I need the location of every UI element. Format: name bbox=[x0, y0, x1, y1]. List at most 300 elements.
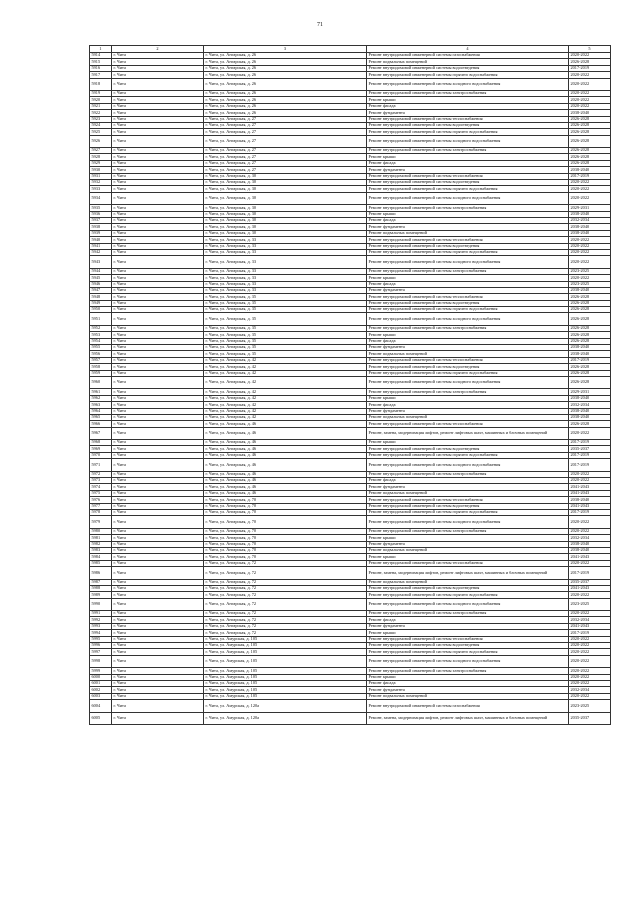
row-number-cell: 5914 bbox=[90, 53, 112, 59]
row-number-cell: 5963 bbox=[90, 402, 112, 408]
header-cell: 2 bbox=[112, 46, 204, 53]
settlement-cell: г. Чита bbox=[112, 471, 204, 477]
row-number-cell: 5946 bbox=[90, 281, 112, 287]
address-cell: г. Чита, ул. Ангарская, д. 35 bbox=[204, 300, 367, 306]
header-cell: 1 bbox=[90, 46, 112, 53]
work-type-cell: Ремонт фасада bbox=[367, 617, 569, 623]
address-cell: г. Чита, ул. Ангарская, д. 46 bbox=[204, 440, 367, 446]
settlement-cell: г. Чита bbox=[112, 560, 204, 566]
settlement-cell: г. Чита bbox=[112, 636, 204, 642]
work-type-cell: Ремонт крыши bbox=[367, 211, 569, 217]
row-number-cell: 5970 bbox=[90, 452, 112, 458]
row-number-cell: 5955 bbox=[90, 345, 112, 351]
settlement-cell: г. Чита bbox=[112, 490, 204, 496]
address-cell: г. Чита, ул. Ангарская, д. 70 bbox=[204, 497, 367, 503]
work-type-cell: Ремонт внутридомовой инженерной системы теплоснабжения bbox=[367, 116, 569, 122]
work-type-cell: Ремонт внутридомовой инженерной системы электроснабжения bbox=[367, 668, 569, 674]
row-number-cell: 5954 bbox=[90, 338, 112, 344]
settlement-cell: г. Чита bbox=[112, 516, 204, 528]
period-cell: 2026-2028 bbox=[569, 160, 611, 166]
address-cell: г. Чита, ул. Ангарская, д. 26 bbox=[204, 90, 367, 96]
row-number-cell: 5950 bbox=[90, 307, 112, 313]
period-cell: 2020-2022 bbox=[569, 674, 611, 680]
settlement-cell: г. Чита bbox=[112, 78, 204, 90]
table-row bbox=[90, 256, 611, 268]
capital-repair-table bbox=[89, 45, 611, 725]
row-number-cell: 5958 bbox=[90, 364, 112, 370]
row-number-cell: 5941 bbox=[90, 243, 112, 249]
period-cell: 2026-2028 bbox=[569, 370, 611, 376]
work-type-cell: Ремонт, замена, модернизация лифтов, ремонт лифтовых шахт, машинных и блочных помещений bbox=[367, 427, 569, 439]
address-cell: г. Чита, ул. Ангарская, д. 72 bbox=[204, 567, 367, 579]
period-cell: 2038-2040 bbox=[569, 230, 611, 236]
header-cell: 5 bbox=[569, 46, 611, 53]
table-row bbox=[90, 598, 611, 610]
row-number-cell: 5936 bbox=[90, 211, 112, 217]
row-number-cell: 5930 bbox=[90, 167, 112, 173]
period-cell: 2020-2022 bbox=[569, 275, 611, 281]
address-cell: г. Чита, ул. Ангарская, д. 33 bbox=[204, 275, 367, 281]
address-cell: г. Чита, ул. Ангарская, д. 70 bbox=[204, 547, 367, 553]
work-type-cell: Ремонт фасада bbox=[367, 217, 569, 223]
settlement-cell: г. Чита bbox=[112, 110, 204, 116]
settlement-cell: г. Чита bbox=[112, 281, 204, 287]
settlement-cell: г. Чита bbox=[112, 585, 204, 591]
period-cell: 2020-2022 bbox=[569, 192, 611, 204]
address-cell: г. Чита, ул. Амурская, д. 105 bbox=[204, 649, 367, 655]
work-type-cell: Ремонт подвальных помещений bbox=[367, 547, 569, 553]
period-cell: 2026-2028 bbox=[569, 154, 611, 160]
period-cell: 2020-2022 bbox=[569, 427, 611, 439]
row-number-cell: 5977 bbox=[90, 503, 112, 509]
work-type-cell: Ремонт внутридомовой инженерной системы холодного водоснабжения bbox=[367, 655, 569, 667]
settlement-cell: г. Чита bbox=[112, 528, 204, 534]
table-row bbox=[90, 700, 611, 712]
period-cell: 2038-2040 bbox=[569, 395, 611, 401]
address-cell: г. Чита, ул. Ангарская, д. 33 bbox=[204, 243, 367, 249]
settlement-cell: г. Чита bbox=[112, 554, 204, 560]
settlement-cell: г. Чита bbox=[112, 243, 204, 249]
row-number-cell: 5923 bbox=[90, 116, 112, 122]
settlement-cell: г. Чита bbox=[112, 357, 204, 363]
period-cell: 2020-2022 bbox=[569, 180, 611, 186]
address-cell: г. Чита, ул. Ангарская, д. 30 bbox=[204, 205, 367, 211]
row-number-cell: 5976 bbox=[90, 497, 112, 503]
row-number-cell: 5945 bbox=[90, 275, 112, 281]
work-type-cell: Ремонт подвальных помещений bbox=[367, 414, 569, 420]
row-number-cell: 5959 bbox=[90, 370, 112, 376]
row-number-cell: 5967 bbox=[90, 427, 112, 439]
settlement-cell: г. Чита bbox=[112, 623, 204, 629]
table-row bbox=[90, 516, 611, 528]
period-cell: 2035-2037 bbox=[569, 579, 611, 585]
period-cell: 2026-2028 bbox=[569, 313, 611, 325]
settlement-cell: г. Чита bbox=[112, 649, 204, 655]
period-cell: 2026-2028 bbox=[569, 300, 611, 306]
period-cell: 2026-2028 bbox=[569, 332, 611, 338]
address-cell: г. Чита, ул. Амурская, д. 105 bbox=[204, 680, 367, 686]
row-number-cell: 5937 bbox=[90, 217, 112, 223]
row-number-cell: 5921 bbox=[90, 103, 112, 109]
settlement-cell: г. Чита bbox=[112, 90, 204, 96]
settlement-cell: г. Чита bbox=[112, 617, 204, 623]
work-type-cell: Ремонт крыши bbox=[367, 97, 569, 103]
row-number-cell: 5964 bbox=[90, 408, 112, 414]
address-cell: г. Чита, ул. Ангарская, д. 72 bbox=[204, 611, 367, 617]
settlement-cell: г. Чита bbox=[112, 275, 204, 281]
work-type-cell: Ремонт фасада bbox=[367, 402, 569, 408]
row-number-cell: 5982 bbox=[90, 541, 112, 547]
period-cell: 2017-2019 bbox=[569, 567, 611, 579]
address-cell: г. Чита, ул. Ангарская, д. 72 bbox=[204, 579, 367, 585]
address-cell: г. Чита, ул. Ангарская, д. 30 bbox=[204, 186, 367, 192]
address-cell: г. Чита, ул. Амурская, д. 120а bbox=[204, 712, 367, 724]
address-cell: г. Чита, ул. Ангарская, д. 70 bbox=[204, 516, 367, 528]
address-cell: г. Чита, ул. Ангарская, д. 46 bbox=[204, 446, 367, 452]
settlement-cell: г. Чита bbox=[112, 59, 204, 65]
row-number-cell: 5949 bbox=[90, 300, 112, 306]
period-cell: 2026-2028 bbox=[569, 294, 611, 300]
period-cell: 2026-2028 bbox=[569, 364, 611, 370]
settlement-cell: г. Чита bbox=[112, 712, 204, 724]
work-type-cell: Ремонт фундамента bbox=[367, 167, 569, 173]
row-number-cell: 5915 bbox=[90, 59, 112, 65]
settlement-cell: г. Чита bbox=[112, 452, 204, 458]
work-type-cell: Ремонт крыши bbox=[367, 275, 569, 281]
work-type-cell: Ремонт внутридомовой инженерной системы холодного водоснабжения bbox=[367, 598, 569, 610]
address-cell: г. Чита, ул. Ангарская, д. 30 bbox=[204, 180, 367, 186]
work-type-cell: Ремонт фундамента bbox=[367, 687, 569, 693]
settlement-cell: г. Чита bbox=[112, 421, 204, 427]
row-number-cell: 5996 bbox=[90, 643, 112, 649]
row-number-cell: 5961 bbox=[90, 389, 112, 395]
work-type-cell: Ремонт внутридомовой инженерной системы теплоснабжения bbox=[367, 497, 569, 503]
settlement-cell: г. Чита bbox=[112, 249, 204, 255]
work-type-cell: Ремонт внутридомовой инженерной системы газоснабжения bbox=[367, 700, 569, 712]
period-cell: 2038-2040 bbox=[569, 211, 611, 217]
work-type-cell: Ремонт внутридомовой инженерной системы горячего водоснабжения bbox=[367, 592, 569, 598]
row-number-cell: 5995 bbox=[90, 636, 112, 642]
settlement-cell: г. Чита bbox=[112, 402, 204, 408]
period-cell: 2038-2040 bbox=[569, 497, 611, 503]
address-cell: г. Чита, ул. Ангарская, д. 42 bbox=[204, 370, 367, 376]
settlement-cell: г. Чита bbox=[112, 395, 204, 401]
work-type-cell: Ремонт, замена, модернизация лифтов, ремонт лифтовых шахт, машинных и блочных помещений bbox=[367, 712, 569, 724]
row-number-cell: 5947 bbox=[90, 287, 112, 293]
table-row bbox=[90, 192, 611, 204]
settlement-cell: г. Чита bbox=[112, 459, 204, 471]
row-number-cell: 5920 bbox=[90, 97, 112, 103]
period-cell: 2026-2028 bbox=[569, 376, 611, 388]
settlement-cell: г. Чита bbox=[112, 567, 204, 579]
work-type-cell: Ремонт крыши bbox=[367, 395, 569, 401]
row-number-cell: 6004 bbox=[90, 700, 112, 712]
address-cell: г. Чита, ул. Ангарская, д. 27 bbox=[204, 116, 367, 122]
address-cell: г. Чита, ул. Ангарская, д. 35 bbox=[204, 338, 367, 344]
period-cell: 2038-2040 bbox=[569, 547, 611, 553]
address-cell: г. Чита, ул. Ангарская, д. 46 bbox=[204, 471, 367, 477]
settlement-cell: г. Чита bbox=[112, 592, 204, 598]
work-type-cell: Ремонт внутридомовой инженерной системы электроснабжения bbox=[367, 90, 569, 96]
address-cell: г. Чита, ул. Ангарская, д. 30 bbox=[204, 173, 367, 179]
row-number-cell: 5927 bbox=[90, 148, 112, 154]
work-type-cell: Ремонт внутридомовой инженерной системы электроснабжения bbox=[367, 528, 569, 534]
row-number-cell: 5989 bbox=[90, 592, 112, 598]
period-cell: 2029-2031 bbox=[569, 205, 611, 211]
address-cell: г. Чита, ул. Ангарская, д. 42 bbox=[204, 408, 367, 414]
settlement-cell: г. Чита bbox=[112, 655, 204, 667]
work-type-cell: Ремонт внутридомовой инженерной системы холодного водоснабжения bbox=[367, 516, 569, 528]
settlement-cell: г. Чита bbox=[112, 389, 204, 395]
work-type-cell: Ремонт фасада bbox=[367, 478, 569, 484]
address-cell: г. Чита, ул. Ангарская, д. 70 bbox=[204, 541, 367, 547]
work-type-cell: Ремонт, замена, модернизация лифтов, ремонт лифтовых шахт, машинных и блочных помещений bbox=[367, 567, 569, 579]
address-cell: г. Чита, ул. Ангарская, д. 42 bbox=[204, 414, 367, 420]
settlement-cell: г. Чита bbox=[112, 72, 204, 78]
row-number-cell: 5953 bbox=[90, 332, 112, 338]
period-cell: 2038-2040 bbox=[569, 110, 611, 116]
address-cell: г. Чита, ул. Ангарская, д. 46 bbox=[204, 452, 367, 458]
work-type-cell: Ремонт крыши bbox=[367, 440, 569, 446]
work-type-cell: Ремонт фасада bbox=[367, 103, 569, 109]
period-cell: 2023-2025 bbox=[569, 281, 611, 287]
row-number-cell: 5940 bbox=[90, 237, 112, 243]
period-cell: 2029-2031 bbox=[569, 389, 611, 395]
period-cell: 2026-2028 bbox=[569, 325, 611, 331]
period-cell: 2020-2022 bbox=[569, 560, 611, 566]
work-type-cell: Ремонт подвальных помещений bbox=[367, 693, 569, 699]
row-number-cell: 5929 bbox=[90, 160, 112, 166]
work-type-cell: Ремонт подвальных помещений bbox=[367, 579, 569, 585]
work-type-cell: Ремонт внутридомовой инженерной системы водоотведения bbox=[367, 643, 569, 649]
row-number-cell: 5934 bbox=[90, 192, 112, 204]
period-cell: 2032-2034 bbox=[569, 402, 611, 408]
settlement-cell: г. Чита bbox=[112, 630, 204, 636]
row-number-cell: 5997 bbox=[90, 649, 112, 655]
row-number-cell: 5918 bbox=[90, 78, 112, 90]
work-type-cell: Ремонт фундамента bbox=[367, 345, 569, 351]
period-cell: 2017-2019 bbox=[569, 459, 611, 471]
settlement-cell: г. Чита bbox=[112, 700, 204, 712]
settlement-cell: г. Чита bbox=[112, 414, 204, 420]
work-type-cell: Ремонт внутридомовой инженерной системы горячего водоснабжения bbox=[367, 370, 569, 376]
row-number-cell: 5948 bbox=[90, 294, 112, 300]
row-number-cell: 5999 bbox=[90, 668, 112, 674]
row-number-cell: 5974 bbox=[90, 484, 112, 490]
settlement-cell: г. Чита bbox=[112, 484, 204, 490]
row-number-cell: 5990 bbox=[90, 598, 112, 610]
address-cell: г. Чита, ул. Ангарская, д. 27 bbox=[204, 167, 367, 173]
row-number-cell: 5966 bbox=[90, 421, 112, 427]
work-type-cell: Ремонт подвальных помещений bbox=[367, 351, 569, 357]
row-number-cell: 5926 bbox=[90, 135, 112, 147]
address-cell: г. Чита, ул. Амурская, д. 105 bbox=[204, 674, 367, 680]
settlement-cell: г. Чита bbox=[112, 503, 204, 509]
header-cell: 3 bbox=[204, 46, 367, 53]
row-number-cell: 5960 bbox=[90, 376, 112, 388]
address-cell: г. Чита, ул. Ангарская, д. 26 bbox=[204, 72, 367, 78]
period-cell: 2020-2022 bbox=[569, 249, 611, 255]
period-cell: 2026-2028 bbox=[569, 421, 611, 427]
work-type-cell: Ремонт внутридомовой инженерной системы холодного водоснабжения bbox=[367, 192, 569, 204]
period-cell: 2020-2022 bbox=[569, 97, 611, 103]
row-number-cell: 5993 bbox=[90, 623, 112, 629]
work-type-cell: Ремонт внутридомовой инженерной системы электроснабжения bbox=[367, 148, 569, 154]
period-cell: 2017-2019 bbox=[569, 452, 611, 458]
address-cell: г. Чита, ул. Ангарская, д. 27 bbox=[204, 148, 367, 154]
table-row bbox=[90, 376, 611, 388]
settlement-cell: г. Чита bbox=[112, 440, 204, 446]
settlement-cell: г. Чита bbox=[112, 154, 204, 160]
settlement-cell: г. Чита bbox=[112, 535, 204, 541]
address-cell: г. Чита, ул. Ангарская, д. 26 bbox=[204, 103, 367, 109]
work-type-cell: Ремонт фундамента bbox=[367, 224, 569, 230]
work-type-cell: Ремонт крыши bbox=[367, 630, 569, 636]
address-cell: г. Чита, ул. Ангарская, д. 30 bbox=[204, 211, 367, 217]
work-type-cell: Ремонт внутридомовой инженерной системы теплоснабжения bbox=[367, 560, 569, 566]
table-header-row bbox=[90, 46, 611, 53]
address-cell: г. Чита, ул. Ангарская, д. 33 bbox=[204, 249, 367, 255]
settlement-cell: г. Чита bbox=[112, 217, 204, 223]
address-cell: г. Чита, ул. Ангарская, д. 70 bbox=[204, 528, 367, 534]
row-number-cell: 5944 bbox=[90, 268, 112, 274]
period-cell: 2020-2022 bbox=[569, 655, 611, 667]
address-cell: г. Чита, ул. Ангарская, д. 72 bbox=[204, 623, 367, 629]
period-cell: 2020-2022 bbox=[569, 636, 611, 642]
period-cell: 2041-2043 bbox=[569, 503, 611, 509]
address-cell: г. Чита, ул. Ангарская, д. 35 bbox=[204, 345, 367, 351]
settlement-cell: г. Чита bbox=[112, 53, 204, 59]
period-cell: 2041-2043 bbox=[569, 484, 611, 490]
address-cell: г. Чита, ул. Ангарская, д. 33 bbox=[204, 237, 367, 243]
row-number-cell: 5981 bbox=[90, 535, 112, 541]
settlement-cell: г. Чита bbox=[112, 287, 204, 293]
work-type-cell: Ремонт крыши bbox=[367, 535, 569, 541]
work-type-cell: Ремонт внутридомовой инженерной системы холодного водоснабжения bbox=[367, 256, 569, 268]
period-cell: 2020-2022 bbox=[569, 53, 611, 59]
work-type-cell: Ремонт крыши bbox=[367, 154, 569, 160]
period-cell: 2020-2022 bbox=[569, 516, 611, 528]
address-cell: г. Чита, ул. Амурская, д. 105 bbox=[204, 636, 367, 642]
work-type-cell: Ремонт подвальных помещений bbox=[367, 59, 569, 65]
period-cell: 2020-2022 bbox=[569, 680, 611, 686]
settlement-cell: г. Чита bbox=[112, 186, 204, 192]
address-cell: г. Чита, ул. Ангарская, д. 30 bbox=[204, 230, 367, 236]
row-number-cell: 5917 bbox=[90, 72, 112, 78]
address-cell: г. Чита, ул. Ангарская, д. 30 bbox=[204, 224, 367, 230]
settlement-cell: г. Чита bbox=[112, 103, 204, 109]
period-cell: 2017-2019 bbox=[569, 630, 611, 636]
settlement-cell: г. Чита bbox=[112, 674, 204, 680]
settlement-cell: г. Чита bbox=[112, 497, 204, 503]
address-cell: г. Чита, ул. Ангарская, д. 26 bbox=[204, 53, 367, 59]
work-type-cell: Ремонт внутридомовой инженерной системы водоотведения bbox=[367, 585, 569, 591]
work-type-cell: Ремонт внутридомовой инженерной системы горячего водоснабжения bbox=[367, 72, 569, 78]
period-cell: 2020-2022 bbox=[569, 693, 611, 699]
settlement-cell: г. Чита bbox=[112, 351, 204, 357]
table-row bbox=[90, 712, 611, 724]
period-cell: 2038-2040 bbox=[569, 351, 611, 357]
period-cell: 2038-2040 bbox=[569, 287, 611, 293]
work-type-cell: Ремонт внутридомовой инженерной системы горячего водоснабжения bbox=[367, 307, 569, 313]
address-cell: г. Чита, ул. Ангарская, д. 42 bbox=[204, 376, 367, 388]
settlement-cell: г. Чита bbox=[112, 173, 204, 179]
period-cell: 2017-2019 bbox=[569, 440, 611, 446]
row-number-cell: 5965 bbox=[90, 414, 112, 420]
period-cell: 2026-2028 bbox=[569, 338, 611, 344]
work-type-cell: Ремонт внутридомовой инженерной системы водоотведения bbox=[367, 300, 569, 306]
work-type-cell: Ремонт внутридомовой инженерной системы газоснабжения bbox=[367, 53, 569, 59]
period-cell: 2020-2022 bbox=[569, 90, 611, 96]
table-row bbox=[90, 135, 611, 147]
work-type-cell: Ремонт фасада bbox=[367, 338, 569, 344]
address-cell: г. Чита, ул. Ангарская, д. 46 bbox=[204, 478, 367, 484]
settlement-cell: г. Чита bbox=[112, 237, 204, 243]
work-type-cell: Ремонт внутридомовой инженерной системы теплоснабжения bbox=[367, 173, 569, 179]
row-number-cell: 5978 bbox=[90, 510, 112, 516]
work-type-cell: Ремонт внутридомовой инженерной системы электроснабжения bbox=[367, 389, 569, 395]
settlement-cell: г. Чита bbox=[112, 370, 204, 376]
row-number-cell: 5935 bbox=[90, 205, 112, 211]
settlement-cell: г. Чита bbox=[112, 687, 204, 693]
period-cell: 2038-2040 bbox=[569, 414, 611, 420]
settlement-cell: г. Чита bbox=[112, 668, 204, 674]
address-cell: г. Чита, ул. Ангарская, д. 35 bbox=[204, 313, 367, 325]
period-cell: 2020-2022 bbox=[569, 649, 611, 655]
row-number-cell: 5952 bbox=[90, 325, 112, 331]
row-number-cell: 5972 bbox=[90, 471, 112, 477]
address-cell: г. Чита, ул. Ангарская, д. 70 bbox=[204, 535, 367, 541]
address-cell: г. Чита, ул. Ангарская, д. 26 bbox=[204, 110, 367, 116]
period-cell: 2020-2022 bbox=[569, 237, 611, 243]
settlement-cell: г. Чита bbox=[112, 446, 204, 452]
row-number-cell: 5979 bbox=[90, 516, 112, 528]
period-cell: 2023-2025 bbox=[569, 268, 611, 274]
address-cell: г. Чита, ул. Амурская, д. 105 bbox=[204, 687, 367, 693]
period-cell: 2038-2040 bbox=[569, 541, 611, 547]
address-cell: г. Чита, ул. Ангарская, д. 72 bbox=[204, 630, 367, 636]
period-cell: 2026-2028 bbox=[569, 307, 611, 313]
row-number-cell: 5932 bbox=[90, 180, 112, 186]
work-type-cell: Ремонт внутридомовой инженерной системы водоотведения bbox=[367, 243, 569, 249]
settlement-cell: г. Чита bbox=[112, 427, 204, 439]
settlement-cell: г. Чита bbox=[112, 294, 204, 300]
address-cell: г. Чита, ул. Ангарская, д. 27 bbox=[204, 154, 367, 160]
settlement-cell: г. Чита bbox=[112, 97, 204, 103]
settlement-cell: г. Чита bbox=[112, 160, 204, 166]
header-cell: 4 bbox=[367, 46, 569, 53]
address-cell: г. Чита, ул. Ангарская, д. 33 bbox=[204, 256, 367, 268]
address-cell: г. Чита, ул. Ангарская, д. 27 bbox=[204, 160, 367, 166]
row-number-cell: 6002 bbox=[90, 687, 112, 693]
work-type-cell: Ремонт фундамента bbox=[367, 541, 569, 547]
settlement-cell: г. Чита bbox=[112, 307, 204, 313]
period-cell: 2017-2019 bbox=[569, 173, 611, 179]
address-cell: г. Чита, ул. Ангарская, д. 42 bbox=[204, 357, 367, 363]
work-type-cell: Ремонт внутридомовой инженерной системы холодного водоснабжения bbox=[367, 459, 569, 471]
table-row bbox=[90, 567, 611, 579]
row-number-cell: 5986 bbox=[90, 567, 112, 579]
row-number-cell: 6001 bbox=[90, 680, 112, 686]
address-cell: г. Чита, ул. Ангарская, д. 35 bbox=[204, 332, 367, 338]
address-cell: г. Чита, ул. Ангарская, д. 27 bbox=[204, 135, 367, 147]
settlement-cell: г. Чита bbox=[112, 300, 204, 306]
address-cell: г. Чита, ул. Амурская, д. 105 bbox=[204, 655, 367, 667]
work-type-cell: Ремонт внутридомовой инженерной системы водоотведения bbox=[367, 65, 569, 71]
work-type-cell: Ремонт внутридомовой инженерной системы горячего водоснабжения bbox=[367, 186, 569, 192]
period-cell: 2041-2043 bbox=[569, 585, 611, 591]
settlement-cell: г. Чита bbox=[112, 478, 204, 484]
